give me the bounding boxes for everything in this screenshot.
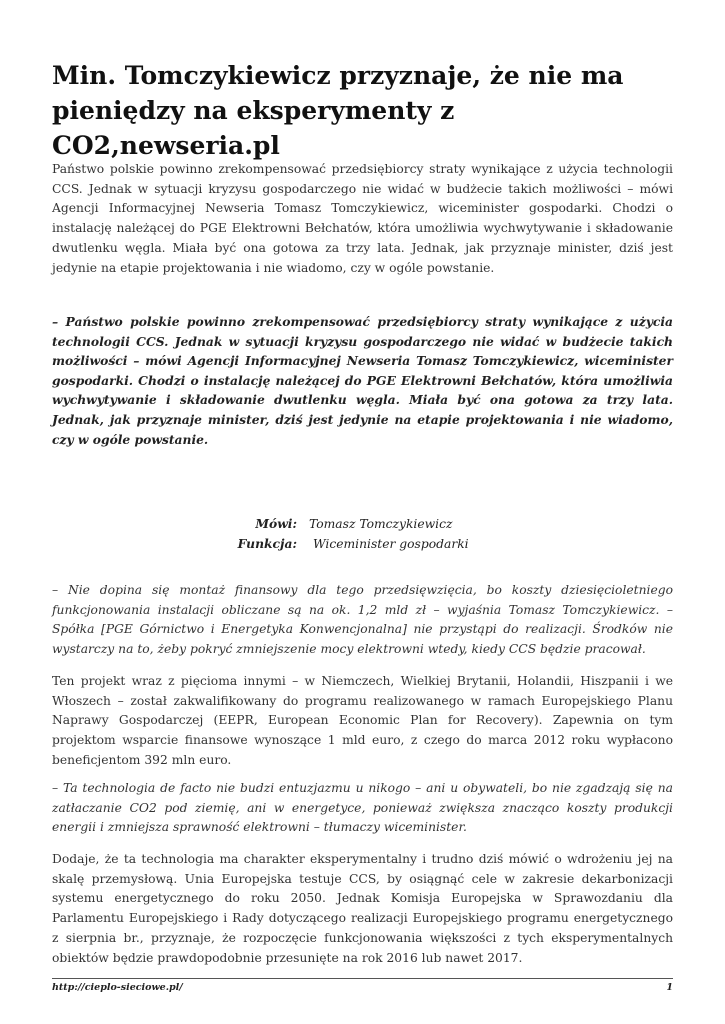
footer-url-link[interactable]: http://cieplo-sieciowe.pl/: [52, 982, 183, 993]
article-title: Min. Tomczykiewicz przyznaje, że nie ma pieniędzy na eksperymenty z CO2,newseria.pl: [52, 61, 624, 160]
body-paragraph-3: Dodaje, że ta technologia ma charakter eksperymentalny i trudno dziś mówić o wdrożeniu jej na skalę przemysłową. Unia Europejska testuje CCS, by osiągnąć cele w zakresie dekarbonizacji systemu energetycznego do roku 2050. Jednak Komisja Europejska w Sprawozdaniu dla Parlamentu Europejskiego i Rady dotyczącego realizacji Europejskiego programu energetycznego z sierpnia br., przyznaje, że rozpoczęcie funkcjonowania większości z tych eksperymentalnych obiektów będzie prawdopodobnie przesunięte na rok 2016 lub nawet 2017.: [52, 852, 673, 965]
quote-paragraph-1: – Nie dopina się montaż finansowy dla tego przedsięwzięcia, bo koszty dziesięcioletniego funkcjonowania instalacji obliczane są na ok. 1,2 mld zł – wyjaśnia Tomasz Tomczykiewicz. – Spółka [PGE Górnictwo i Energetyka Konwencjonalna] nie przystąpi do realizacji. Środków nie wystarczy na to, żeby pokryć zmniejszenie mocy elektrowni wtedy, kiedy CCS będzie pracował.: [52, 583, 673, 657]
body-paragraph-2: Ten projekt wraz z pięcioma innymi – w Niemczech, Wielkiej Brytanii, Holandii, Hiszpanii i we Włoszech – został zakwalifikowany do programu realizowanego w ramach Europejskiego Planu Naprawy Gospodarczej (EEPR, European Economic Plan for Recovery). Zapewnia on tym projektom wsparcie finansowe wynoszące 1 mld euro, z czego do marca 2012 roku wypłacono beneficjentom 392 mln euro.: [52, 674, 673, 767]
page-footer: [52, 982, 673, 993]
speaker-name: Tomasz Tomczykiewicz: [309, 517, 453, 531]
function-row: [52, 534, 673, 554]
speaker-row: [52, 514, 673, 534]
speaker-label: Mówi:: [255, 516, 297, 531]
quote-paragraph-2: – Ta technologia de facto nie budzi entuzjazmu u nikogo – ani u obywateli, bo nie zgadzają się na zatłaczanie CO2 pod ziemię, ani w energetyce, ponieważ zwiększa znacząco koszty produkcji energii i zmniejsza sprawność elektrowni – tłumaczy wiceminister.: [52, 781, 673, 835]
page-number: 1: [666, 982, 673, 993]
function-label: Funkcja:: [237, 536, 297, 551]
function-value: Wiceminister gospodarki: [313, 537, 469, 551]
intro-paragraph: Państwo polskie powinno zrekompensować przedsiębiorcy straty wynikające z użycia technologii CCS. Jednak w sytuacji kryzysu gospodarczego nie widać w budżecie takich możliwości – mówi Agencji Informacyjnej Newseria Tomasz Tomczykiewicz, wiceminister gospodarki. Chodzi o instalację należącej do PGE Elektrowni Bełchatów, która umożliwia wychwytywanie i składowanie dwutlenku węgla. Miała być ona gotowa za trzy lata. Jednak, jak przyznaje minister, dziś jest jedynie na etapie projektowania i nie wiadomo, czy w ogóle powstanie.: [52, 162, 673, 275]
speaker-info: [52, 514, 673, 554]
footer-divider: [52, 978, 673, 979]
lead-quote-bold: – Państwo polskie powinno zrekompensować przedsiębiorcy straty wynikające z użycia technologii CCS. Jednak w sytuacji kryzysu gospodarczego nie widać w budżecie takich możliwości – mówi Agencji Informacyjnej Newseria Tomasz Tomczykiewicz, wiceminister gospodarki. Chodzi o instalację należącej do PGE Elektrowni Bełchatów, która umożliwia wychwytywanie i składowanie dwutlenku węgla. Miała być ona gotowa za trzy lata. Jednak, jak przyznaje minister, dziś jest jedynie na etapie projektowania i nie wiadomo, czy w ogóle powstanie.: [52, 314, 673, 447]
